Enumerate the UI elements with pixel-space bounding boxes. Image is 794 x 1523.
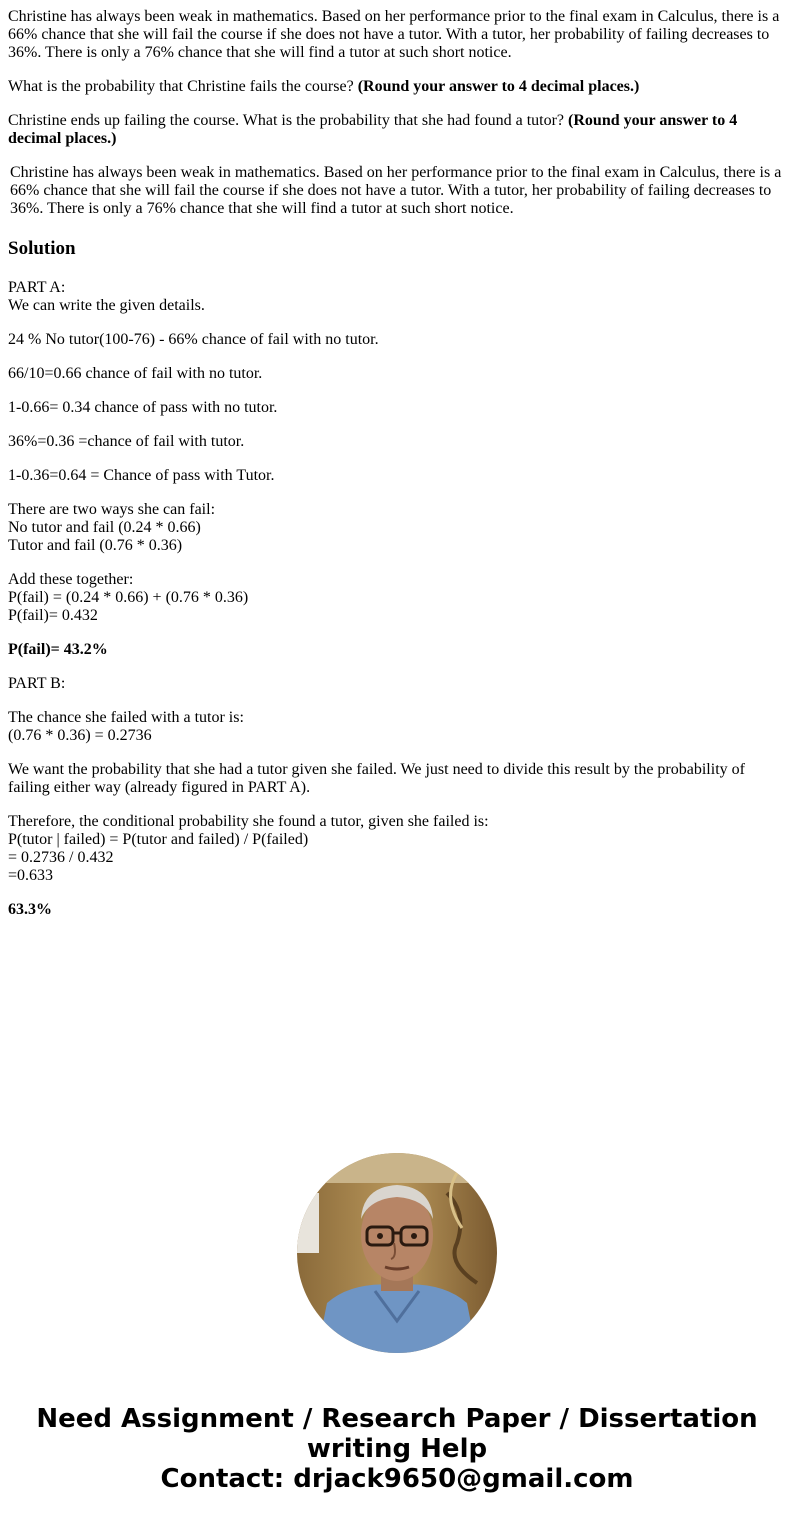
pass-no-tutor-line: 1-0.66= 0.34 chance of pass with no tutor.	[8, 399, 278, 416]
tutor-fail-heading: The chance she failed with a tutor is:	[8, 709, 244, 726]
fail-no-tutor-line: 66/10=0.66 chance of fail with no tutor.	[8, 365, 263, 382]
therefore-line: Therefore, the conditional probability she found a tutor, given she failed is:	[8, 813, 489, 830]
add-together-heading: Add these together:	[8, 571, 134, 588]
question-intro: Christine has always been weak in mathematics. Based on her performance prior to the final exam in Calculus, there is a 66% chance that she will fail the course if she does not have a tutor. With a tutor, her probability of failing decreases to 36%. There is only a 76% chance that she will find a tutor at such short notice.	[8, 8, 780, 61]
question-2-text: Christine ends up failing the course. What is the probability that she had found a tutor?	[8, 112, 569, 129]
tutor-fail-expression: (0.76 * 0.36) = 0.2736	[8, 727, 152, 744]
part-a-label: PART A:	[8, 279, 66, 296]
conditional-formula: P(tutor | failed) = P(tutor and failed) / P(failed)	[8, 831, 309, 848]
conditional-value: =0.633	[8, 867, 54, 884]
two-ways-heading: There are two ways she can fail:	[8, 501, 216, 518]
add-together-block	[8, 571, 786, 625]
way-2: Tutor and fail (0.76 * 0.36)	[8, 537, 183, 554]
part-a-intro: We can write the given details.	[8, 297, 205, 314]
pass-tutor-line: 1-0.36=0.64 = Chance of pass with Tutor.	[8, 467, 275, 484]
contact-footer	[0, 1404, 794, 1494]
p-fail-value: P(fail)= 0.432	[8, 607, 98, 624]
part-b-label: PART B:	[8, 675, 66, 692]
solution-heading: Solution	[8, 238, 76, 259]
tutor-fail-block	[8, 709, 786, 745]
footer-contact-line: Contact: drjack9650@gmail.com	[160, 1464, 634, 1494]
avatar	[297, 1153, 497, 1353]
p-fail-result-block	[8, 641, 786, 659]
footer-line-1: Need Assignment / Research Paper / Dissertation	[36, 1404, 758, 1434]
way-1: No tutor and fail (0.24 * 0.66)	[8, 519, 201, 536]
question-2	[8, 112, 786, 148]
question-restated: Christine has always been weak in mathematics. Based on her performance prior to the final exam in Calculus, there is a 66% chance that she will fail the course if she does not have a tutor. With a tutor, her probability of failing decreases to 36%. There is only a 76% chance that she will find a tutor at such short notice.	[10, 164, 782, 217]
no-tutor-line: 24 % No tutor(100-76) - 66% chance of fail with no tutor.	[8, 331, 379, 348]
part-a-block	[8, 279, 786, 315]
p-fail-expression: P(fail) = (0.24 * 0.66) + (0.76 * 0.36)	[8, 589, 249, 606]
question-1-text: What is the probability that Christine fails the course?	[8, 78, 358, 95]
question-1-instruction: (Round your answer to 4 decimal places.)	[357, 78, 640, 95]
question-2-instruction: (Round your answer to 4 decimal places.)	[8, 112, 738, 147]
conditional-block	[8, 813, 786, 885]
footer-line-2: writing Help	[306, 1434, 488, 1464]
explanation: We want the probability that she had a tutor given she failed. We just need to divide this result by the probability of failing either way (already figured in PART A).	[8, 761, 745, 796]
question-1	[8, 78, 786, 96]
two-ways-block	[8, 501, 786, 555]
final-result: 63.3%	[8, 901, 52, 918]
conditional-division: = 0.2736 / 0.432	[8, 849, 114, 866]
avatar-portrait-image	[297, 1153, 497, 1353]
fail-tutor-line: 36%=0.36 =chance of fail with tutor.	[8, 433, 245, 450]
p-fail-result: P(fail)= 43.2%	[8, 641, 108, 658]
final-result-block	[8, 901, 786, 919]
